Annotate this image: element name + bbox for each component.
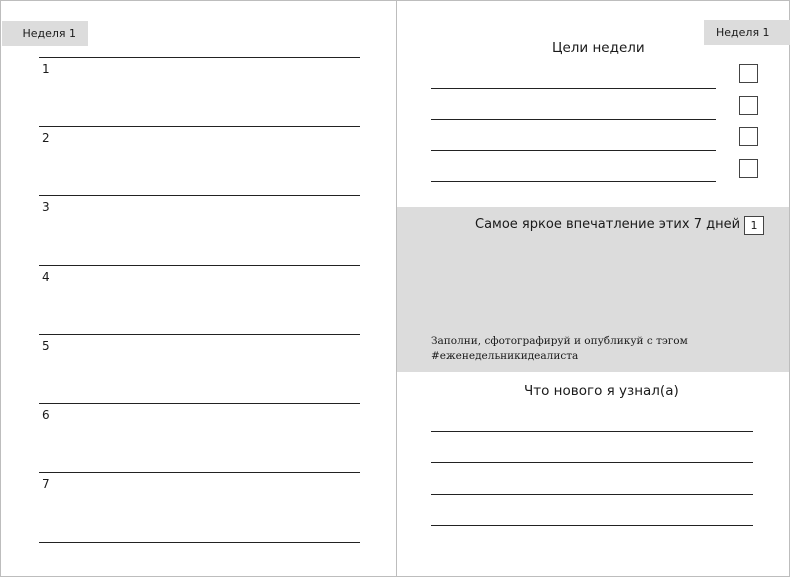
- day-number: 6: [42, 408, 50, 422]
- day-entry[interactable]: [39, 126, 360, 195]
- goal-line[interactable]: [431, 119, 716, 120]
- learned-line[interactable]: [431, 431, 753, 432]
- goal-checkbox[interactable]: [739, 159, 758, 178]
- day-number: 3: [42, 200, 50, 214]
- day-entry[interactable]: [39, 472, 360, 541]
- right-page: [396, 0, 790, 577]
- day-divider: [39, 542, 360, 543]
- goal-checkbox[interactable]: [739, 64, 758, 83]
- impression-title: Самое яркое впечатление этих 7 дней: [475, 217, 741, 232]
- learned-line[interactable]: [431, 494, 753, 495]
- goal-checkbox[interactable]: [739, 96, 758, 115]
- learned-line[interactable]: [431, 525, 753, 526]
- goal-line[interactable]: [431, 181, 716, 182]
- day-entry[interactable]: [39, 195, 360, 264]
- day-entry[interactable]: [39, 265, 360, 334]
- impression-block[interactable]: [397, 207, 789, 372]
- goals-title: Цели недели: [552, 40, 645, 56]
- learned-title: Что нового я узнал(а): [524, 383, 679, 399]
- day-number: 7: [42, 477, 50, 491]
- week-tab: Неделя 1: [704, 20, 790, 45]
- day-entry[interactable]: [39, 334, 360, 403]
- day-number: 5: [42, 339, 50, 353]
- goal-checkbox[interactable]: [739, 127, 758, 146]
- goal-line[interactable]: [431, 88, 716, 89]
- impression-number-box: 1: [744, 216, 764, 235]
- day-entry[interactable]: [39, 403, 360, 472]
- day-number: 1: [42, 62, 50, 76]
- day-number: 4: [42, 270, 50, 284]
- impression-hashtag: #еженедельникидеалиста: [431, 350, 579, 362]
- goal-line[interactable]: [431, 150, 716, 151]
- day-number: 2: [42, 131, 50, 145]
- week-tab: Неделя 1: [2, 21, 88, 46]
- learned-line[interactable]: [431, 462, 753, 463]
- day-entry[interactable]: [39, 57, 360, 126]
- impression-note: Заполни, сфотографируй и опубликуй с тэгом: [431, 335, 688, 347]
